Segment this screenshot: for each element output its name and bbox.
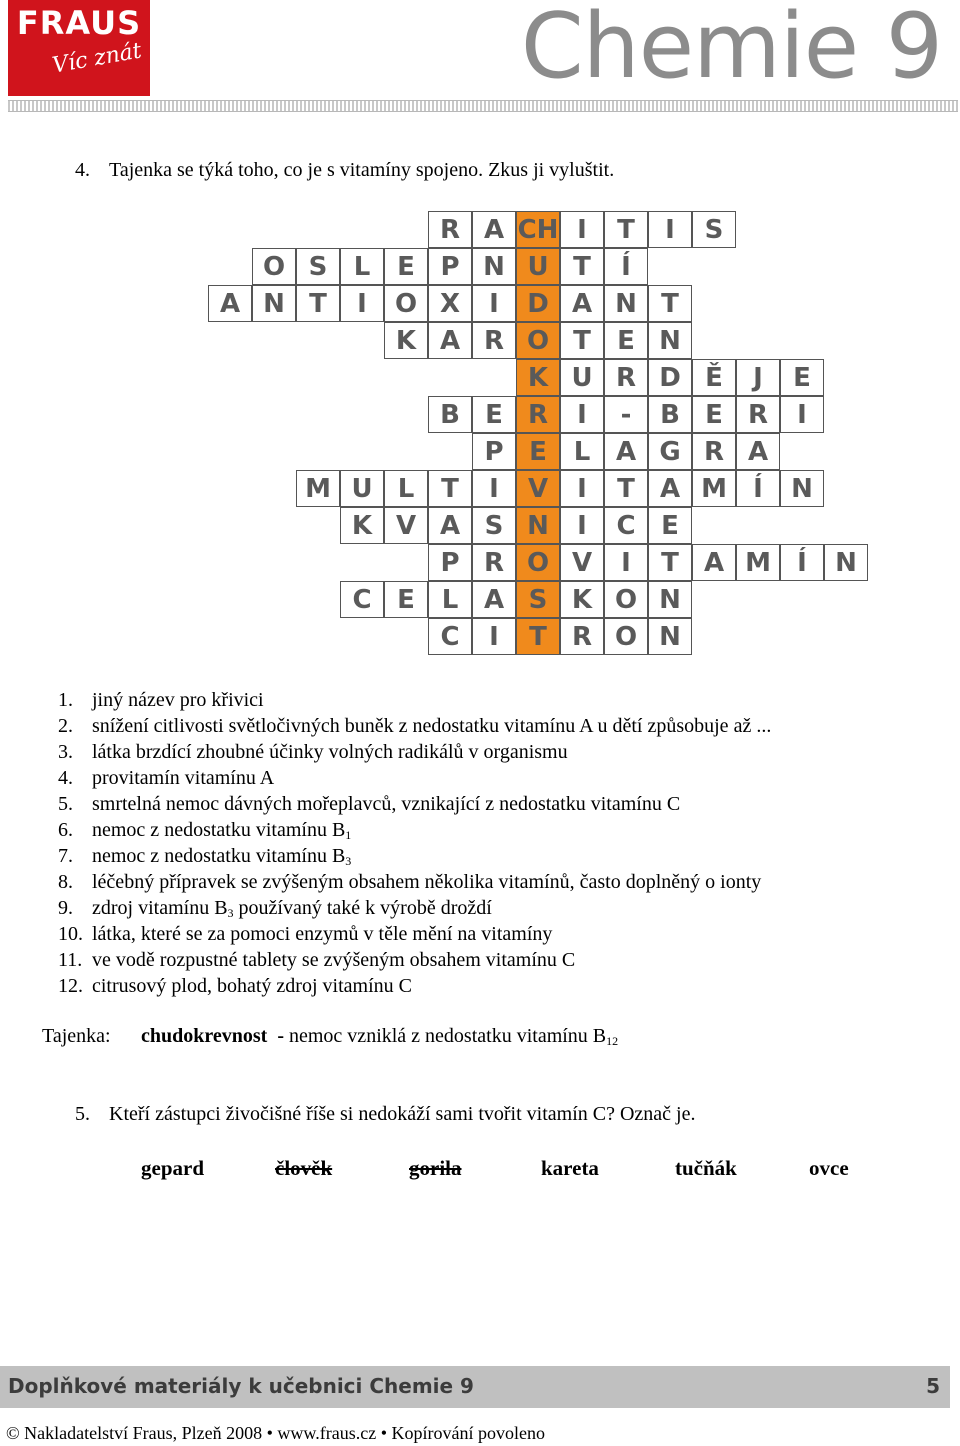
- task-4-heading: [75, 159, 614, 182]
- clue-item: 7. nemoc z nedostatku vitamínu $B_3$: [58, 845, 352, 868]
- crossword-cell: C: [428, 618, 472, 655]
- answer-subscript: 12: [606, 1034, 619, 1048]
- crossword-solution-cell: K: [516, 359, 560, 396]
- crossword-cell: V: [560, 544, 604, 581]
- crossword-cell: I: [560, 470, 604, 507]
- crossword-cell: E: [780, 359, 824, 396]
- crossword-solution-cell: T: [516, 618, 560, 655]
- crossword-cell: X: [428, 285, 472, 322]
- crossword-cell: Ě: [692, 359, 736, 396]
- crossword-cell: O: [384, 285, 428, 322]
- footer-text: Doplňkové materiály k učebnici Chemie 9: [8, 1374, 474, 1398]
- crossword-cell: M: [736, 544, 780, 581]
- crossword-cell: N: [252, 285, 296, 322]
- crossword-cell: R: [428, 211, 472, 248]
- answer-word: chudokrevnost: [141, 1025, 268, 1047]
- page-number: 5: [926, 1374, 940, 1398]
- crossword-cell: G: [648, 433, 692, 470]
- crossword-cell: O: [604, 581, 648, 618]
- clue-item: 3. látka brzdící zhoubné účinky volných radikálů v organismu: [58, 741, 568, 763]
- animal-option[interactable]: kareta: [541, 1156, 599, 1180]
- crossword-cell: S: [472, 507, 516, 544]
- crossword-cell: K: [340, 507, 384, 544]
- animal-option[interactable]: gorila: [409, 1156, 462, 1180]
- crossword-cell: -: [604, 396, 648, 433]
- crossword-cell: I: [472, 470, 516, 507]
- crossword-cell: A: [648, 470, 692, 507]
- clue-item: 8. léčebný přípravek se zvýšeným obsahem několika vitamínů, často doplněný o ionty: [58, 871, 762, 893]
- crossword-cell: C: [340, 581, 384, 618]
- clue-item: 2. snížení citlivosti světločivných buněk z nedostatku vitamínu A u dětí způsobuje až ...: [58, 715, 772, 737]
- crossword-cell: O: [252, 248, 296, 285]
- crossword-cell: E: [604, 322, 648, 359]
- crossword-cell: A: [428, 322, 472, 359]
- crossword-cell: T: [296, 285, 340, 322]
- crossword-cell: U: [340, 470, 384, 507]
- crossword-cell: B: [428, 396, 472, 433]
- answer-text: nemoc vzniklá z nedostatku vitamínu B: [284, 1025, 607, 1047]
- crossword-cell: E: [384, 248, 428, 285]
- crossword-cell: L: [428, 581, 472, 618]
- crossword-cell: Í: [604, 248, 648, 285]
- crossword-solution-cell: D: [516, 285, 560, 322]
- clue-item: 11. ve vodě rozpustné tablety se zvýšeným obsahem vitamínu C: [58, 949, 576, 971]
- crossword-cell: E: [384, 581, 428, 618]
- copyright-line: © Nakladatelství Fraus, Plzeň 2008 • www.fraus.cz • Kopírování povoleno: [6, 1423, 545, 1443]
- crossword-cell: S: [692, 211, 736, 248]
- logo-slogan: Víc znát: [50, 38, 144, 79]
- task-text: Kteří zástupci živočišné říše si nedokáží sami tvořit vitamín C? Označ je.: [109, 1103, 696, 1125]
- clue-item: 5. smrtelná nemoc dávných mořeplavců, vznikající z nedostatku vitamínu C: [58, 793, 681, 815]
- crossword-cell: B: [648, 396, 692, 433]
- clue-item: 4. provitamín vitamínu A: [58, 767, 275, 789]
- crossword-cell: I: [648, 211, 692, 248]
- crossword-cell: L: [340, 248, 384, 285]
- crossword-cell: N: [780, 470, 824, 507]
- crossword-cell: T: [560, 248, 604, 285]
- crossword-cell: T: [648, 285, 692, 322]
- task-text: Tajenka se týká toho, co je s vitamíny spojeno. Zkus ji vyluštit.: [109, 159, 615, 181]
- crossword-cell: V: [384, 507, 428, 544]
- crossword-solution-cell: V: [516, 470, 560, 507]
- crossword-solution-cell: E: [516, 433, 560, 470]
- crossword-cell: I: [560, 396, 604, 433]
- crossword-cell: P: [472, 433, 516, 470]
- crossword-cell: A: [604, 433, 648, 470]
- crossword-cell: K: [384, 322, 428, 359]
- crossword-cell: A: [428, 507, 472, 544]
- crossword-cell: T: [428, 470, 472, 507]
- crossword-cell: R: [692, 433, 736, 470]
- crossword-cell: E: [648, 507, 692, 544]
- crossword-cell: N: [648, 581, 692, 618]
- crossword-cell: E: [472, 396, 516, 433]
- crossword-cell: P: [428, 248, 472, 285]
- crossword-cell: I: [560, 211, 604, 248]
- clue-item: 9. zdroj vitamínu $B_3$ používaný také k výrobě droždí: [58, 897, 492, 920]
- crossword-cell: U: [560, 359, 604, 396]
- crossword-cell: N: [648, 322, 692, 359]
- task-number: 5.: [75, 1103, 90, 1125]
- crossword-cell: P: [428, 544, 472, 581]
- crossword-cell: M: [296, 470, 340, 507]
- crossword-cell: A: [736, 433, 780, 470]
- crossword-cell: D: [648, 359, 692, 396]
- crossword-solution-cell: U: [516, 248, 560, 285]
- crossword-cell: I: [560, 507, 604, 544]
- crossword-cell: C: [604, 507, 648, 544]
- crossword-cell: M: [692, 470, 736, 507]
- crossword-cell: J: [736, 359, 780, 396]
- crossword-cell: T: [560, 322, 604, 359]
- crossword-cell: A: [472, 211, 516, 248]
- crossword-cell: N: [472, 248, 516, 285]
- crossword-cell: R: [560, 618, 604, 655]
- crossword-cell: R: [604, 359, 648, 396]
- footer-bar: [0, 1366, 950, 1408]
- crossword-cell: T: [604, 211, 648, 248]
- crossword-cell: E: [692, 396, 736, 433]
- animal-option[interactable]: člověk: [275, 1156, 333, 1180]
- fraus-logo: [8, 0, 150, 96]
- page-title: Chemie 9: [520, 0, 942, 99]
- crossword-cell: K: [560, 581, 604, 618]
- crossword-cell: N: [604, 285, 648, 322]
- crossword-solution-cell: O: [516, 322, 560, 359]
- animal-option[interactable]: tučňák: [675, 1156, 737, 1180]
- crossword-cell: Í: [780, 544, 824, 581]
- crossword-cell: O: [604, 618, 648, 655]
- crossword-cell: T: [604, 470, 648, 507]
- clue-item: 1. jiný název pro křivici: [58, 689, 264, 711]
- header-divider: [8, 100, 958, 112]
- task-number: 4.: [75, 159, 90, 181]
- crossword-cell: I: [472, 285, 516, 322]
- answer-dash: -: [277, 1025, 284, 1047]
- task-5-heading: [75, 1103, 695, 1126]
- crossword-cell: A: [208, 285, 252, 322]
- answer-label: Tajenka:: [42, 1025, 111, 1047]
- crossword-cell: R: [736, 396, 780, 433]
- crossword-cell: R: [472, 544, 516, 581]
- answer-line: [42, 1025, 618, 1049]
- crossword-cell: A: [472, 581, 516, 618]
- clue-item: 12. citrusový plod, bohatý zdroj vitamínu C: [58, 975, 412, 997]
- crossword-cell: L: [560, 433, 604, 470]
- clue-item: 10. látka, které se za pomoci enzymů v těle mění na vitamíny: [58, 923, 553, 945]
- crossword-cell: R: [472, 322, 516, 359]
- crossword-cell: N: [648, 618, 692, 655]
- crossword-cell: I: [604, 544, 648, 581]
- logo-word: FRAUS: [16, 4, 142, 42]
- crossword-cell: T: [648, 544, 692, 581]
- crossword-cell: A: [560, 285, 604, 322]
- clue-list: [58, 687, 771, 999]
- crossword-cell: I: [340, 285, 384, 322]
- crossword-cell: A: [692, 544, 736, 581]
- clue-item: 6. nemoc z nedostatku vitamínu $B_1$: [58, 819, 352, 842]
- crossword-cell: I: [472, 618, 516, 655]
- crossword-solution-cell: S: [516, 581, 560, 618]
- crossword-solution-cell: R: [516, 396, 560, 433]
- animal-option[interactable]: ovce: [809, 1156, 849, 1180]
- crossword-solution-cell: N: [516, 507, 560, 544]
- animal-option[interactable]: gepard: [141, 1156, 204, 1180]
- crossword-cell: I: [780, 396, 824, 433]
- crossword-cell: N: [824, 544, 868, 581]
- crossword-cell: L: [384, 470, 428, 507]
- crossword-solution-cell: CH: [516, 211, 560, 248]
- crossword-cell: S: [296, 248, 340, 285]
- crossword-solution-cell: O: [516, 544, 560, 581]
- crossword-cell: Í: [736, 470, 780, 507]
